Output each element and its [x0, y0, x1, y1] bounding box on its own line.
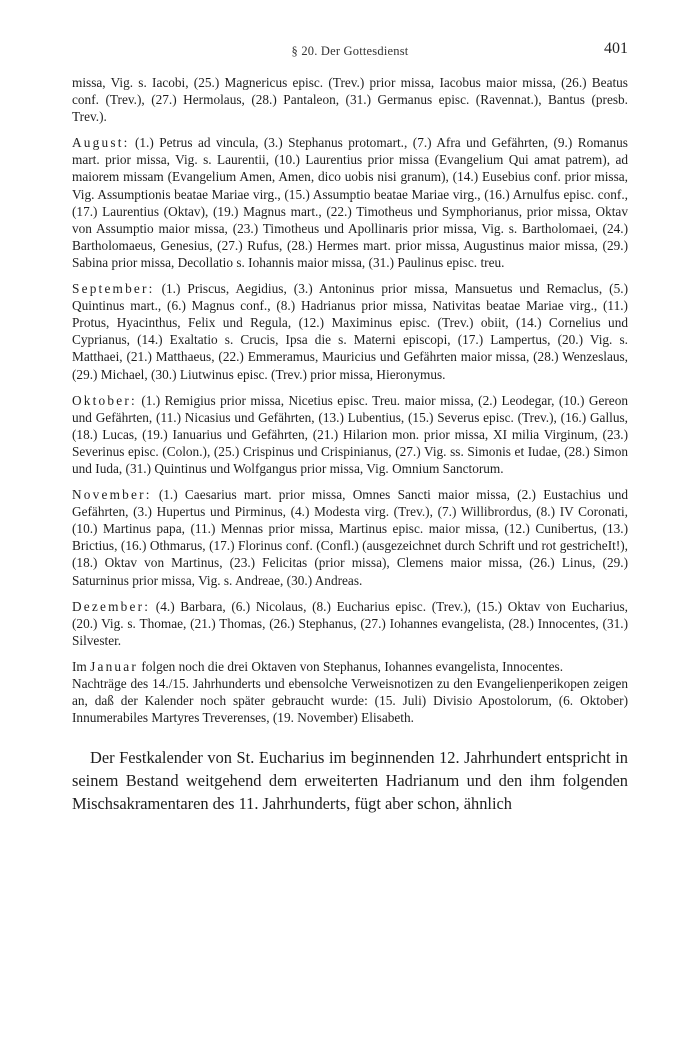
month-heading-januar: Januar	[90, 658, 139, 674]
month-entry-september	[72, 280, 628, 383]
month-heading: Oktober:	[72, 392, 137, 408]
main-body-paragraph: Der Festkalender von St. Eucharius im beginnenden 12. Jahrhundert entspricht in seinem Bestand weitgehend dem erweiterten Hadrianum und den ihm folgenden Mischsakramentaren des 11. Jahrhunderts, fügt aber schon, ähnlich	[72, 748, 628, 814]
calendar-notes	[72, 658, 628, 726]
month-text: (1.) Petrus ad vincula, (3.) Stephanus protomart., (7.) Afra und Gefährten, (9.) Romanus mart. prior missa, Vig. s. Laurentii, (10.) Laurentius prior missa (Evangelium Qui amat patrem), ad maiorem missam (Evangelium Amen, Amen, dico uobis nisi granum), (14.) Eusebius conf. prior missa, Vig. Assumptionis beatae Mariae virg., (15.) Assumptio beatae Mariae virg., (16.) Arnulfus episc. conf., (17.) Laurentius (Oktav), (19.) Magnus mart., (22.) Timotheus und Symphorianus, prior missa, Oktav von Assumptio maior missa, (23.) Timotheus und Apollinaris prior missa, Vig. s. Bartholomaei, (24.) Bartholomaeus, Genesius, (27.) Rufus, (28.) Hermes mart. prior missa, Augustinus maior missa, (29.) Sabina prior missa, Decollatio s. Iohannis maior missa, (31.) Paulinus episc. treu.	[72, 135, 628, 270]
month-heading: Dezember:	[72, 598, 151, 614]
calendar-intro: missa, Vig. s. Iacobi, (25.) Magnericus episc. (Trev.) prior missa, Iacobus maior missa, (26.) Beatus conf. (Trev.), (27.) Hermolaus, (28.) Pantaleon, (31.) Germanus episc. (Ravennat.), Bantus (presb. Trev.).	[72, 75, 628, 125]
month-text: (1.) Priscus, Aegidius, (3.) Antoninus prior missa, Mansuetus und Remaclus, (5.) Quintinus mart., (6.) Magnus conf., (8.) Hadrianus prior missa, Nativitas beatae Mariae virg., (11.) Protus, Hyacinthus, Felix und Regula, (12.) Maximinus episc. (Trev.) obiit, (14.) Cornelius und Cyprianus, (14.) Exaltatio s. Crucis, Ipsa die s. Materni episcopi, (17.) Lampertus, (20.) Vig. s. Matthaei, (21.) Matthaeus, (22.) Emmeramus, Mauricius und Gefährten maior missa, (28.) Wenzeslaus, (29.) Michael, (30.) Liutwinus episc. (Trev.) prior missa, Hieronymus.	[72, 281, 628, 382]
running-head	[72, 40, 628, 62]
month-heading: November:	[72, 487, 152, 503]
month-entry-oktober	[72, 392, 628, 477]
page-number: 401	[604, 40, 628, 57]
calendar-listing	[72, 74, 628, 832]
note-januar-prefix: Im	[72, 658, 91, 674]
running-head-title: § 20. Der Gottesdienst	[291, 44, 409, 58]
month-entry-dezember	[72, 598, 628, 649]
month-entry-november	[72, 486, 628, 589]
note-januar	[72, 658, 628, 675]
month-entry-august	[72, 134, 628, 271]
month-text: (1.) Caesarius mart. prior missa, Omnes Sancti maior missa, (2.) Eustachius und Gefährten, (3.) Hupertus und Pirminus, (4.) Modesta virg. (Trev.), (7.) Willibrordus, (8.) IV Coronati, (10.) Martinus papa, (11.) Mennas prior missa, Martinus episc. maior missa, (12.) Cunibertus, (13.) Brictius, (16.) Othmarus, (17.) Florinus conf. (Confl.) (ausgezeichnet durch Schrift und rot gestricheIt!), (18.) Oktav von Martinus, (23.) Felicitas (prior missa), Clemens maior missa, (26.) Linus, (29.) Saturninus prior missa, Vig. s. Andreae, (30.) Andreas.	[72, 487, 628, 588]
month-text: (1.) Remigius prior missa, Nicetius episc. Treu. maior missa, (2.) Leodegar, (10.) Gereon und Gefährten, (11.) Nicasius und Gefährten, (13.) Lubentius, (15.) Severus episc. (Trev.), (16.) Gallus, (18.) Lucas, (19.) Ianuarius und Gefährten, (21.) Hilarion mon. prior missa, XI milia Virginum, (23.) Severinus episc. (Colon.), (25.) Crispinus und Crispinianus, (27.) Vig. ss. Simonis et Iudae, (28.) Simon und Iuda, (31.) Quintinus und Wolfgangus prior missa, Vig. Omnium Sanctorum.	[72, 392, 629, 476]
month-text: (4.) Barbara, (6.) Nicolaus, (8.) Eucharius episc. (Trev.), (15.) Oktav von Eucharius, (20.) Vig. s. Thomae, (21.) Thomas, (26.) Stephanus, (27.) Iohannes evangelista, (28.) Innocentes, (31.) Silvester.	[72, 598, 629, 648]
month-heading: August:	[72, 135, 130, 151]
month-heading: September:	[72, 281, 155, 297]
note-additions: Nachträge des 14./15. Jahrhunderts und ebensolche Verweisnotizen zu den Evangelienperikopen zeigen an, daß der Kalender noch später gebraucht wurde: (15. Juli) Divisio Apostolorum, (6. Oktober) Innumerabiles Martyres Treverenses, (19. November) Elisabeth.	[72, 676, 628, 726]
note-januar-text: folgen noch die drei Oktaven von Stephanus, Iohannes evangelista, Innocentes.	[138, 658, 564, 674]
